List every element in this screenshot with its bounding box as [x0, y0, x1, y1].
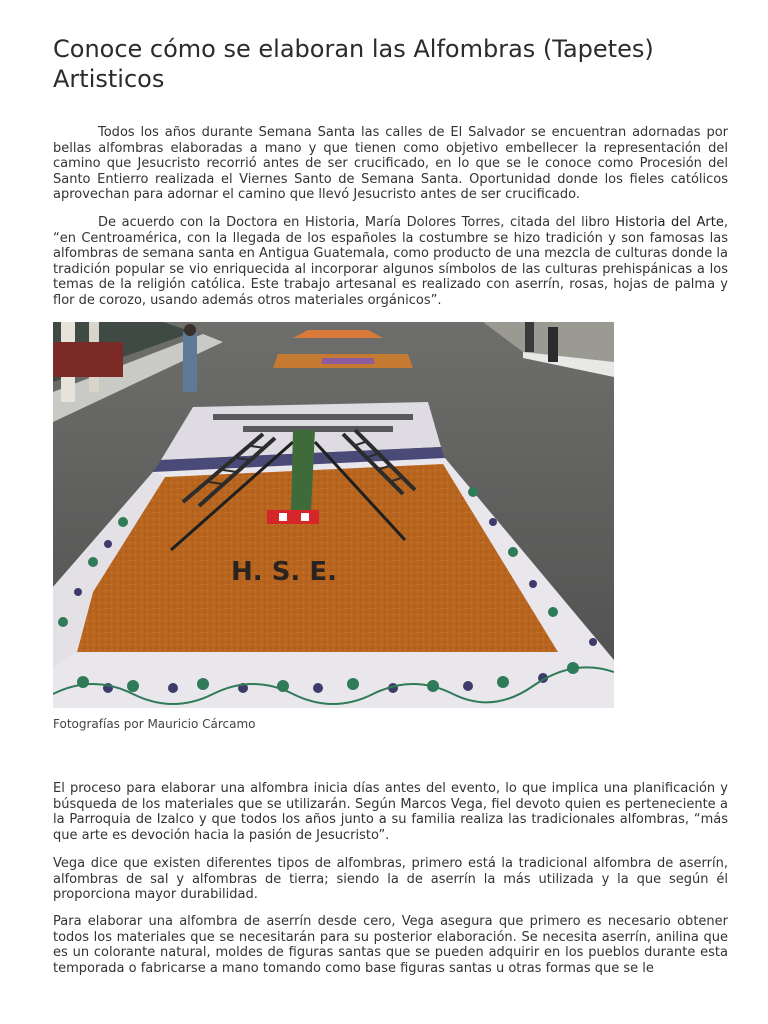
historia-del-arte-link[interactable]: Historia del Arte — [615, 215, 724, 230]
photo-caption: Fotografías por Mauricio Cárcamo — [53, 717, 256, 731]
article-title: Conoce cómo se elaboran las Alfombras (Tapetes) Artisticos — [53, 35, 654, 93]
paragraph-process: El proceso para elaborar una alfombra inicia días antes del evento, lo que implica una planificación y búsqueda de los materiales que se utilizarán. Según Marcos Vega, fiel devoto quien es perteneciente a la Parroquia de Izalco y que todos los años junto a su familia realiza las tradicionales alfombras, “más que arte es devoción hacia la pasión de Jesucristo”. — [53, 781, 728, 843]
carpet-photo — [53, 322, 614, 708]
paragraph-intro: Todos los años durante Semana Santa las calles de El Salvador se encuentran adornadas por bellas alfombras elaboradas a mano y que tienen como objetivo embellecer la representación del camino que Jesucristo recorrió antes de ser crucificado, en lo que se le conoce como Procesión del Santo Entierro realizada el Viernes Santo de Semana Santa. Oportunidad donde los fieles católicos aprovechan para adornar el camino que llevó Jesucristo antes de ser crucificado. — [53, 125, 728, 203]
paragraph-materials: Para elaborar una alfombra de aserrín desde cero, Vega asegura que primero es necesario obtener todos los materiales que se necesitarán para su posterior elaboración. Se necesita aserrín, anilina que es un colorante natural, moldes de figuras santas que se pueden adquirir en los pueblos durante esta temporada o fabricarse a mano tomando como base figuras santas u otras formas que se le — [53, 914, 728, 976]
paragraph-history-end: , “en Centroamérica, con la llegada de los españoles la costumbre se hizo tradición y son famosas las alfombras de semana santa en Antigua Guatemala, como producto de una mezcla de culturas donde la tradición popular se vio enriquecida al incorporar algunos símbolos de las culturas prehispánicas a los temas de la religión católica. Este trabajo artesanal es realizado con aserrín, rosas, hojas de palma y flor de corozo, usando además otros materiales orgánicos”. — [53, 215, 728, 308]
carpet-lettering: H. S. E. — [231, 557, 337, 587]
paragraph-types: Vega dice que existen diferentes tipos de alfombras, primero está la tradicional alfombra de aserrín, alfombras de sal y alfombras de tierra; siendo la de aserrín la más utilizada y la que según él proporciona mayor durabilidad. — [53, 856, 728, 903]
paragraph-history — [53, 215, 728, 309]
paragraph-history-start: De acuerdo con la Doctora en Historia, María Dolores Torres, citada del libro — [98, 215, 616, 230]
sawdust-carpet-image — [53, 322, 614, 708]
